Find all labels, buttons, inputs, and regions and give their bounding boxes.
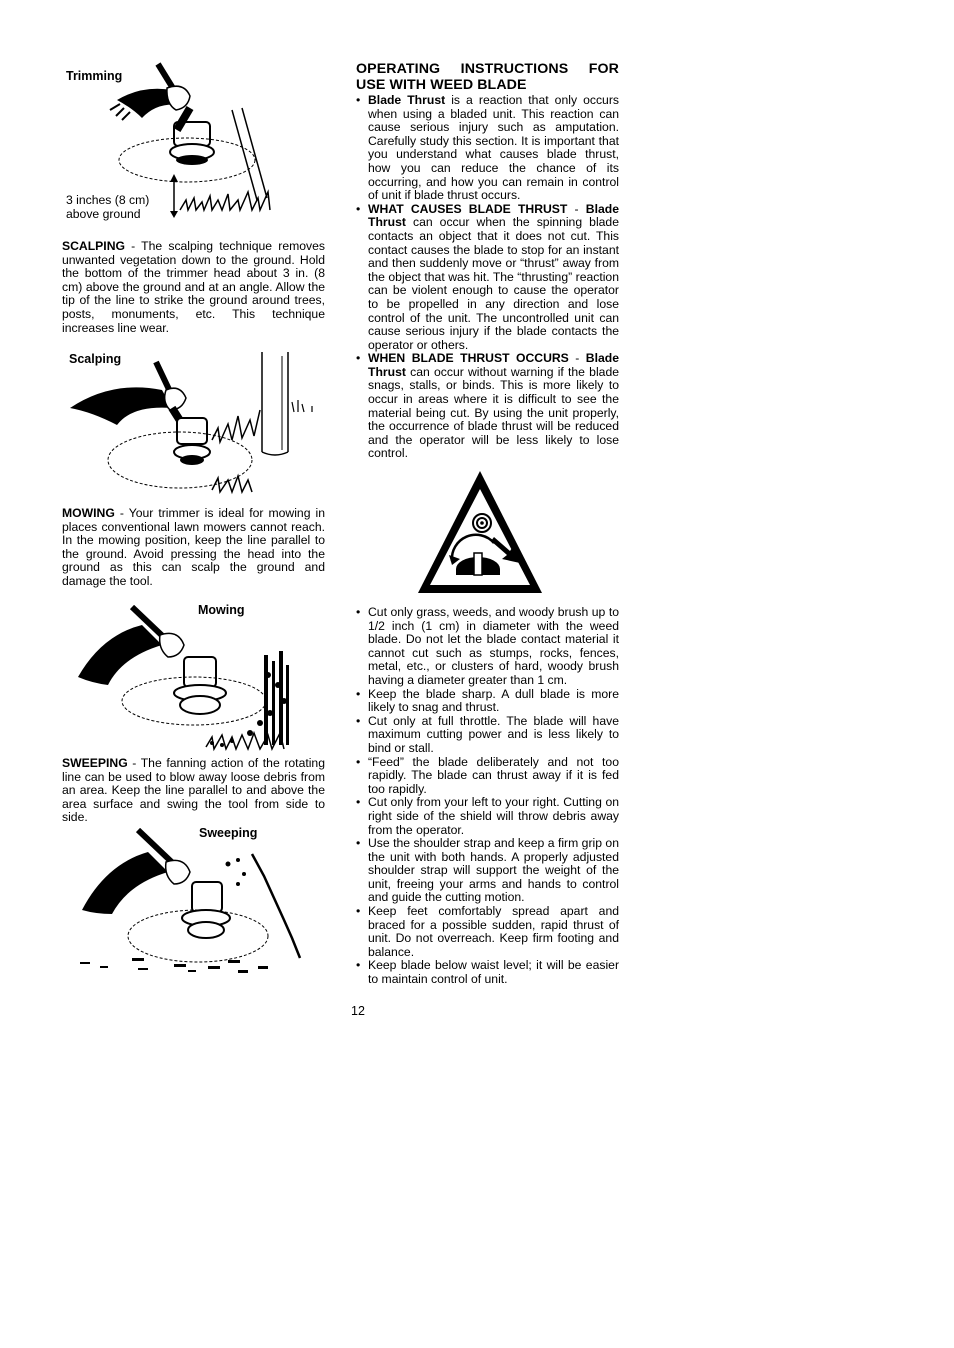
blade-thrust-warning-icon [416,469,544,597]
b3-lead2: Blade Thrust [368,351,619,379]
list-item [356,203,619,353]
mowing-label: Mowing [198,603,245,617]
b3-sep: - [568,351,586,366]
b2-lead2: Blade Thrust [368,201,619,230]
mowing-lead: MOWING [62,506,115,520]
page-number: 12 [351,1004,365,1018]
trimming-height-line1: 3 inches (8 cm) [66,193,150,207]
b3-lead: WHEN BLADE THRUST OCCURS [368,351,569,366]
list-item [356,94,619,203]
blade-thrust-list [356,94,619,461]
scalping-label: Scalping [69,352,122,366]
scalping-lead: SCALPING [62,239,125,253]
scalping-paragraph [62,240,325,335]
sweeping-illustration [78,828,308,978]
list-item: • Keep feet comfortably spread apart and braced for a possible sudden, rapid thrust of unit. Do not overreach. Keep firm footing and balance. [356,905,619,959]
list-item: • Cut only at full throttle. The blade will have maximum cutting power and is less likely to bind or stall. [356,715,619,756]
sweeping-paragraph [62,757,325,825]
list-item: • “Feed” the blade deliberately and not too rapidly. The blade can thrust away if it is fed too rapidly. [356,756,619,797]
trimming-label: Trimming [66,69,123,83]
list-item: • Cut only from your left to your right. Cutting on right side of the shield will throw debris away from the operator. [356,796,619,837]
mowing-paragraph [62,507,325,589]
list-item: • Cut only grass, weeds, and woody brush up to 1/2 inch (1 cm) in diameter with the weed blade. Do not let the blade contact material it cannot cut such as stumps, rocks, fences, metal, etc., or clusters of hard, woody brush having a diameter greater than 1 cm. [356,606,619,688]
safety-tips-list [356,606,619,987]
section-heading [356,62,619,93]
b2-lead: WHAT CAUSES BLADE THRUST [368,201,568,216]
sweeping-label: Sweeping [199,826,258,840]
scalping-illustration [62,350,322,500]
trimming-height-line2: above ground [66,207,141,221]
b2-text: can occur when the spinning blade contacts an object that it does not cut. This contact causes the blade to stop for an instant and then suddenly move or “thrust” away from the object that was hit. The “thrusting” reaction can be violent enough to cause the operator to be propelled in any direction and lose control of the unit. The uncontrolled unit can cause serious injury if the blade contacts the operator or others. [368,215,619,352]
sweeping-text: - The fanning action of the rotating line can be used to blow away loose debris from an area. Keep the line parallel to and above the area surface and swing the tool from side to side. [62,756,325,825]
b3-text: can occur without warning if the blade snags, stalls, or binds. This is more likely to occur in areas where it is difficult to see the material being cut. By using the unit properly, the occurrence of blade thrust will be reduced and the operator will be less likely to lose control. [368,364,619,461]
list-item: • Keep the blade sharp. A dull blade is more likely to snag and thrust. [356,688,619,715]
scalping-text: - The scalping technique removes unwanted vegetation down to the ground. Hold the bottom of the trimmer head about 3 in. (8 cm) above the ground and at an angle. Allow the tip of the line to strike the ground around trees, posts, monuments, etc. This technique increases line wear. [62,239,325,335]
b1-text: is a reaction that only occurs when using a bladed unit. This reaction can cause serious injury such as amputation. Carefully study this section. It is important that you understand what causes blade thrust, how you can reduce the chance of its occurring, and how you can remain in control of unit if blade thrust occurs. [368,93,619,203]
list-item: • Keep blade below waist level; it will be easier to maintain control of unit. [356,959,619,986]
mowing-illustration [72,605,302,753]
b1-lead: Blade Thrust [368,93,446,107]
sweeping-lead: SWEEPING [62,756,128,770]
trimming-height-note [66,193,149,221]
b2-sep: - [567,201,586,216]
mowing-text: - Your trimmer is ideal for mowing in places conventional lawn mowers cannot reach. In the mowing position, keep the line parallel to the ground. Avoid pressing the head into the ground as this can scalp the ground and damage the tool. [62,506,325,588]
list-item: • Use the shoulder strap and keep a firm grip on the unit with both hands. A properly adjusted shoulder strap will support the weight of the unit, freeing your arms and hands to control and guide the cutting motion. [356,837,619,905]
list-item [356,352,619,461]
section-title: OPERATING INSTRUCTIONS FOR USE WITH WEED BLADE [356,61,619,93]
